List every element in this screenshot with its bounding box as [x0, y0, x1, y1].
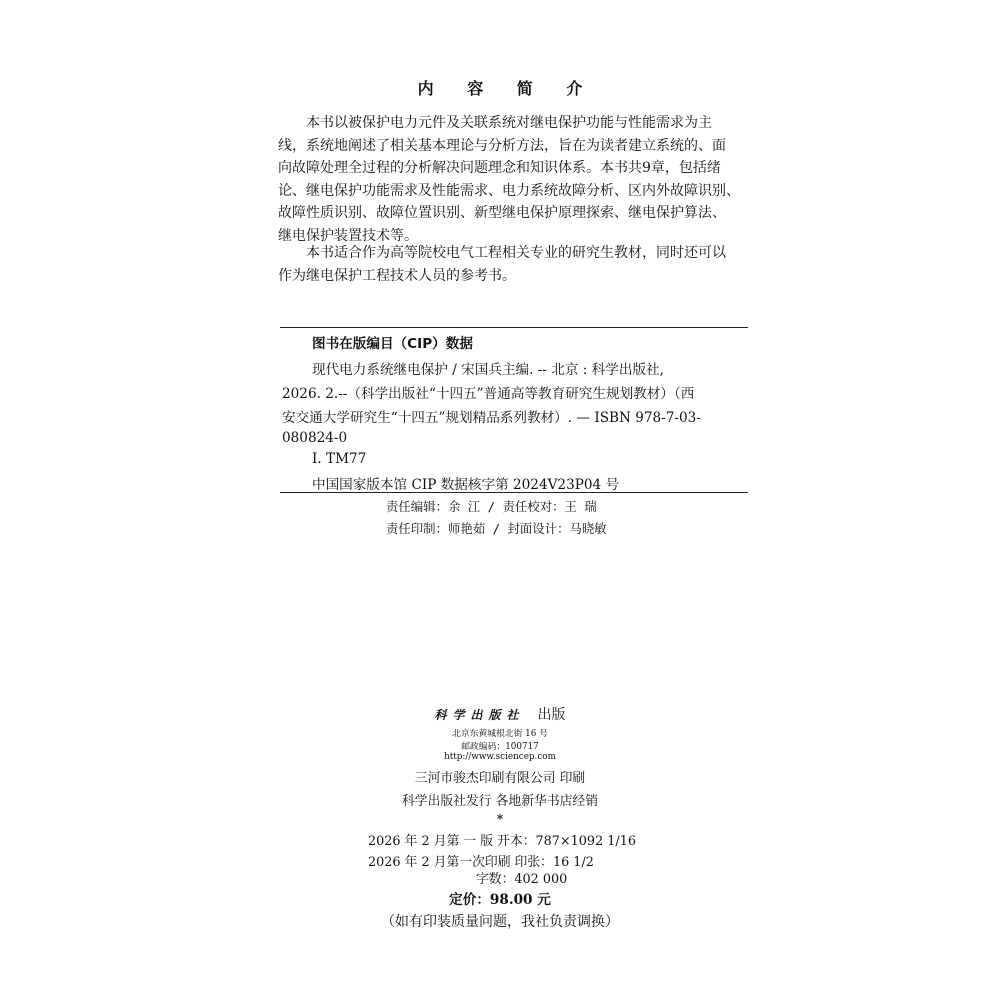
intro-line: 继电保护装置技术等。: [278, 227, 418, 244]
cip-heading: 图书在版编目（CIP）数据: [312, 336, 473, 352]
intro-paragraph-2: [278, 242, 752, 287]
separator-star: *: [496, 812, 504, 826]
publisher-address: 北京东黄城根北街 16 号: [452, 729, 548, 739]
intro-line: 作为继电保护工程技术人员的参考书。: [278, 267, 516, 284]
publisher-website: http://www.sciencep.com: [444, 752, 556, 762]
price: 定价：98.00 元: [449, 892, 551, 908]
word-count: 字数：402 000: [476, 872, 568, 887]
intro-line: 向故障处理全过程的分析解决问题理念和知识体系。本书共9章，包括绪: [278, 160, 721, 176]
cip-record-line: 安交通大学研究生“十四五”规划精品系列教材）. — ISBN 978-7-03-: [282, 410, 701, 426]
quality-notice: （如有印装质量问题，我社负责调换）: [381, 914, 619, 930]
intro-line: 本书以被保护电力元件及关联系统对继电保护功能与性能需求为主: [306, 115, 712, 131]
publisher-postcode: 邮政编码：100717: [461, 742, 539, 752]
cip-record-line: 080824-0: [282, 430, 348, 446]
edition-line: 2026 年 2 月第 一 版 开本：787×1092 1/16: [368, 834, 637, 849]
intro-line: 论、继电保护功能需求及性能需求、电力系统故障分析、区内外故障识别、: [278, 182, 740, 199]
intro-paragraph-1: [278, 112, 752, 247]
distribution-line: 科学出版社发行 各地新华书店经销: [401, 794, 599, 809]
cip-record-line: 2026. 2.--（科学出版社“十四五”普通高等教育研究生规划教材）（西: [282, 386, 695, 402]
publish-word: 出版: [537, 707, 566, 723]
printer-line: 三河市骏杰印刷有限公司 印刷: [414, 771, 586, 786]
intro-title: 内 容 简 介: [417, 79, 597, 98]
cip-number: 中国国家版本馆 CIP 数据核字第 2024V23P04 号: [312, 477, 620, 493]
intro-line: 本书适合作为高等院校电气工程相关专业的研究生教材，同时还可以: [306, 245, 726, 261]
intro-line: 故障性质识别、故障位置识别、新型继电保护原理探索、继电保护算法、: [278, 205, 726, 221]
editor-credits: 责任编辑：余 江 / 责任校对：王 瑞: [386, 499, 597, 514]
printing-line: 2026 年 2 月第一次印刷 印张：16 1/2: [368, 855, 594, 870]
cip-record-line: 现代电力系统继电保护 / 宋国兵主编. -- 北京 : 科学出版社,: [312, 362, 664, 378]
cip-bottom-rule: [280, 492, 748, 493]
cip-top-rule: [280, 327, 748, 328]
production-credits: 责任印制：师艳茹 / 封面设计：马晓敏: [386, 521, 607, 536]
publisher-name: 科学出版社: [434, 708, 525, 722]
intro-line: 线，系统地阐述了相关基本理论与分析方法，旨在为读者建立系统的、面: [278, 137, 726, 154]
publisher-line: [0, 704, 1000, 724]
cip-classification: Ⅰ. TM77: [312, 451, 367, 467]
